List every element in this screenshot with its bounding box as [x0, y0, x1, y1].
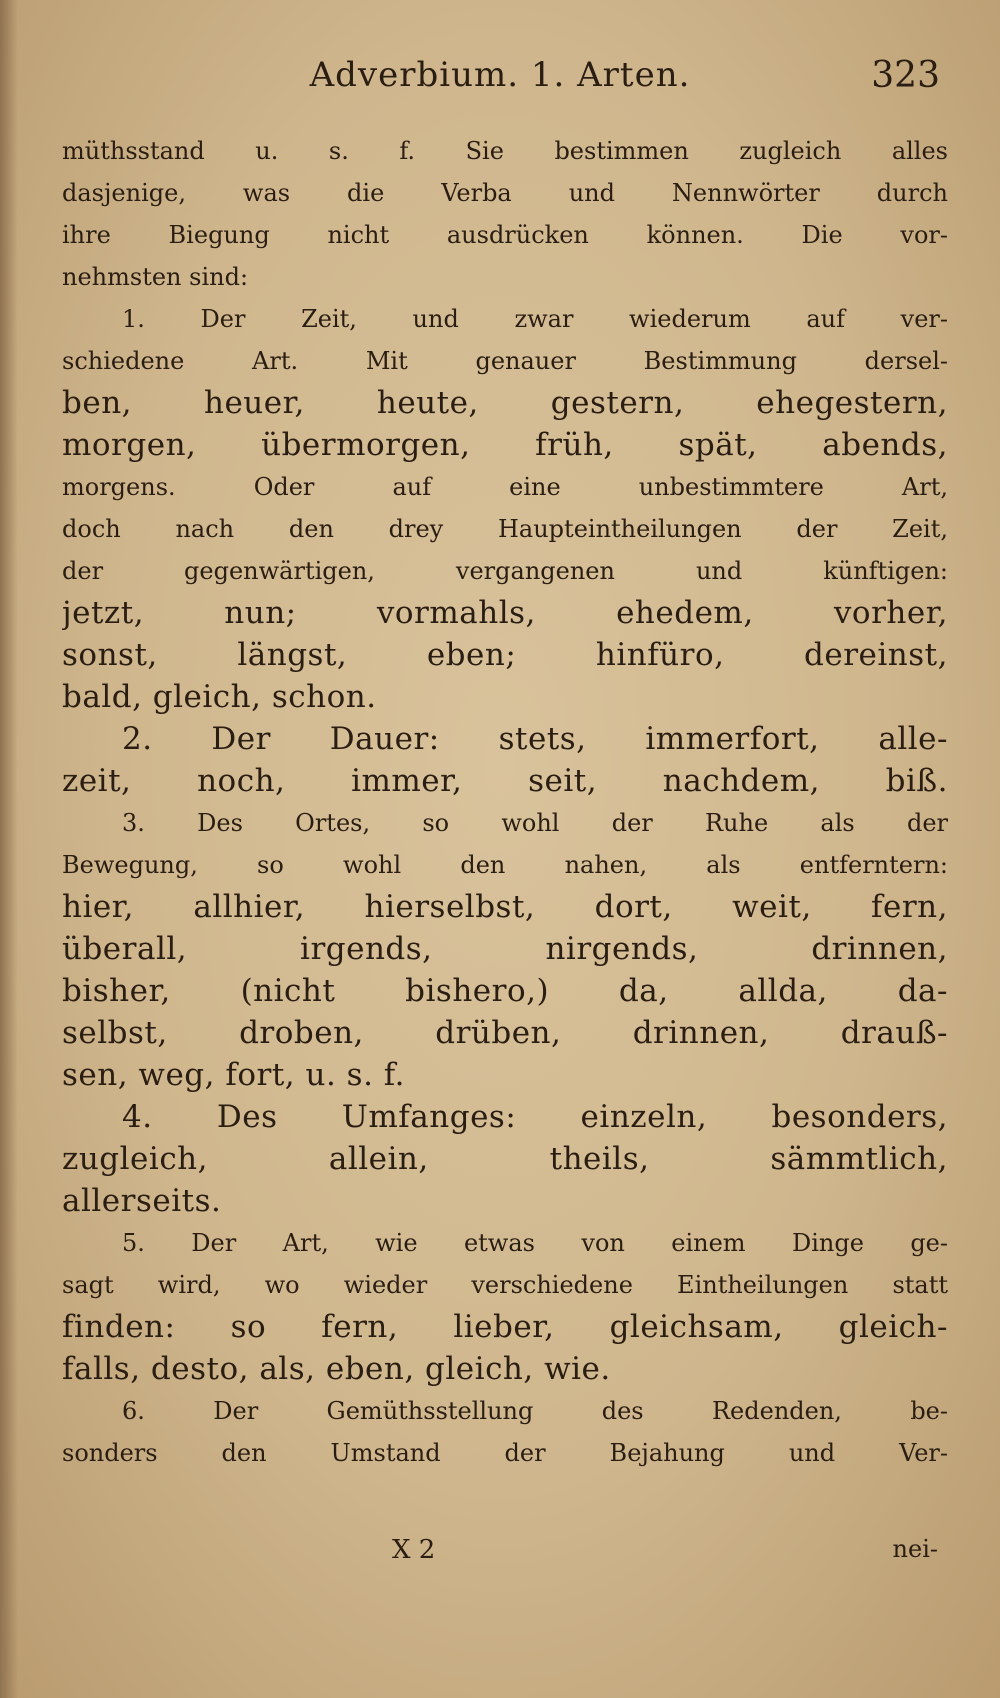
text-line: hier, allhier, hierselbst, dort, weit, fern,: [62, 889, 948, 925]
text-line: ben, heuer, heute, gestern, ehegestern,: [62, 385, 948, 421]
text-line: sonders den Umstand der Bejahung und Ver-: [62, 1439, 948, 1467]
page-footer: [62, 1535, 948, 1575]
text-line: zeit, noch, immer, seit, nachdem, biß.: [62, 763, 948, 799]
text-line: finden: so fern, lieber, gleichsam, gleich-: [62, 1309, 948, 1345]
text-line: 4. Des Umfanges: einzeln, besonders,: [122, 1099, 948, 1135]
text-line: ihre Biegung nicht ausdrücken können. Die vor-: [62, 221, 948, 249]
text-line: sonst, längst, eben; hinfüro, dereinst,: [62, 637, 948, 673]
body-text: [62, 130, 948, 1474]
text-line: morgens. Oder auf eine unbestimmtere Art,: [62, 473, 948, 501]
text-line: müthsstand u. s. f. Sie bestimmen zugleich alles: [62, 137, 948, 165]
text-line: sen, weg, fort, u. s. f.: [62, 1057, 405, 1093]
text-line: 1. Der Zeit, und zwar wiederum auf ver-: [122, 305, 948, 333]
text-line: dasjenige, was die Verba und Nennwörter durch: [62, 179, 948, 207]
text-line: allerseits.: [62, 1183, 222, 1219]
text-line: sagt wird, wo wieder verschiedene Eintheilungen statt: [62, 1271, 948, 1299]
text-line: nehmsten sind:: [62, 263, 249, 291]
text-line: der gegenwärtigen, vergangenen und künftigen:: [62, 557, 948, 585]
text-line: jetzt, nun; vormahls, ehedem, vorher,: [62, 595, 948, 631]
catchword: nei-: [892, 1535, 938, 1563]
signature-mark: X 2: [392, 1535, 436, 1565]
page-header: [60, 55, 940, 115]
text-line: bald, gleich, schon.: [62, 679, 377, 715]
running-head: Adverbium. 1. Arten.: [309, 55, 691, 95]
text-line: 6. Der Gemüthsstellung des Redenden, be-: [122, 1397, 948, 1425]
text-line: falls, desto, als, eben, gleich, wie.: [62, 1351, 611, 1387]
text-line: Bewegung, so wohl den nahen, als entferntern:: [62, 851, 948, 879]
text-line: doch nach den drey Haupteintheilungen der Zeit,: [62, 515, 948, 543]
page-number: 323: [871, 55, 940, 96]
text-line: schiedene Art. Mit genauer Bestimmung dersel-: [62, 347, 948, 375]
text-line: morgen, übermorgen, früh, spät, abends,: [62, 427, 948, 463]
text-line: zugleich, allein, theils, sämmtlich,: [62, 1141, 948, 1177]
text-line: 2. Der Dauer: stets, immerfort, alle-: [122, 721, 948, 757]
text-line: selbst, droben, drüben, drinnen, drauß-: [62, 1015, 948, 1051]
text-line: 5. Der Art, wie etwas von einem Dinge ge-: [122, 1229, 948, 1257]
text-line: 3. Des Ortes, so wohl der Ruhe als der: [122, 809, 948, 837]
text-line: überall, irgends, nirgends, drinnen,: [62, 931, 948, 967]
text-line: bisher, (nicht bishero,) da, allda, da-: [62, 973, 948, 1009]
